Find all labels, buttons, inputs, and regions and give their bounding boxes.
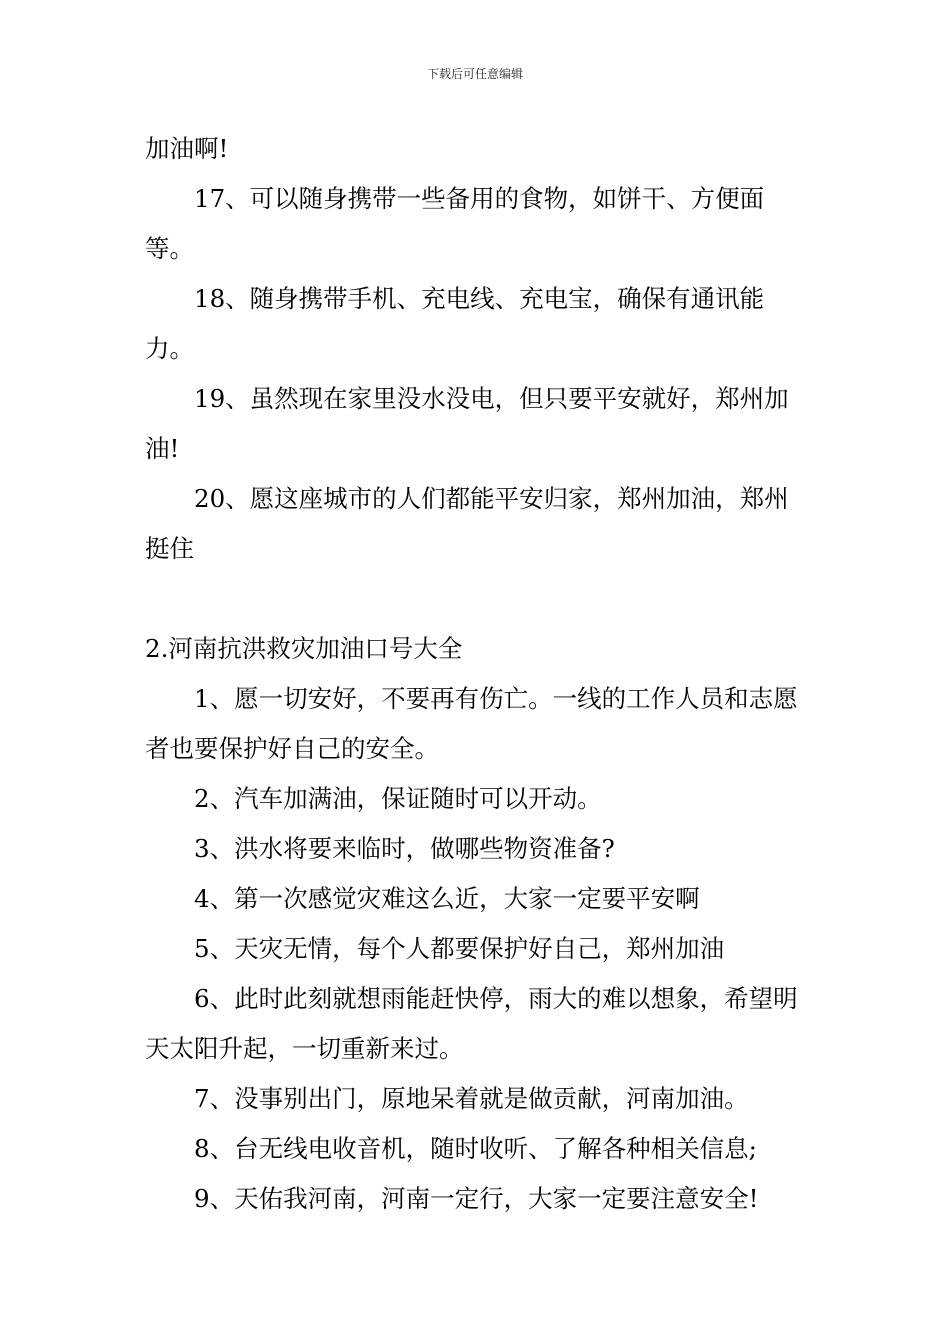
list-item: 8、台无线电收音机，随时收听、了解各种相关信息; [194, 1134, 757, 1163]
list-item: 4、第一次感觉灾难这么近，大家一定要平安啊 [194, 884, 700, 913]
list-item: 18、随身携带手机、充电线、充电宝，确保有通讯能力。 [145, 284, 765, 363]
list-item: 6、此时此刻就想雨能赶快停，雨大的难以想象，希望明天太阳升起，一切重新来过。 [145, 984, 798, 1063]
list-item: 17、可以随身携带一些备用的食物，如饼干、方便面等。 [145, 184, 765, 263]
section-title: 2.河南抗洪救灾加油口号大全 [145, 634, 463, 663]
list-item: 5、天灾无情，每个人都要保护好自己，郑州加油 [194, 934, 725, 963]
list-item: 1、愿一切安好，不要再有伤亡。一线的工作人员和志愿者也要保护好自己的安全。 [145, 684, 798, 763]
section-gap [145, 574, 810, 624]
document-body [145, 124, 810, 1224]
list-item: 2、汽车加满油，保证随时可以开动。 [194, 784, 602, 813]
list-item: 20、愿这座城市的人们都能平安归家，郑州加油，郑州挺住 [145, 484, 789, 563]
continuation-text: 加油啊! [145, 134, 229, 163]
list-item: 19、虽然现在家里没水没电，但只要平安就好，郑州加油! [145, 384, 789, 463]
list-item: 3、洪水将要来临时，做哪些物资准备? [194, 834, 615, 863]
list-item: 9、天佑我河南，河南一定行，大家一定要注意安全! [194, 1184, 759, 1213]
page-header: 下载后可任意编辑 [426, 67, 523, 81]
list-item: 7、没事别出门，原地呆着就是做贡献，河南加油。 [194, 1084, 749, 1113]
